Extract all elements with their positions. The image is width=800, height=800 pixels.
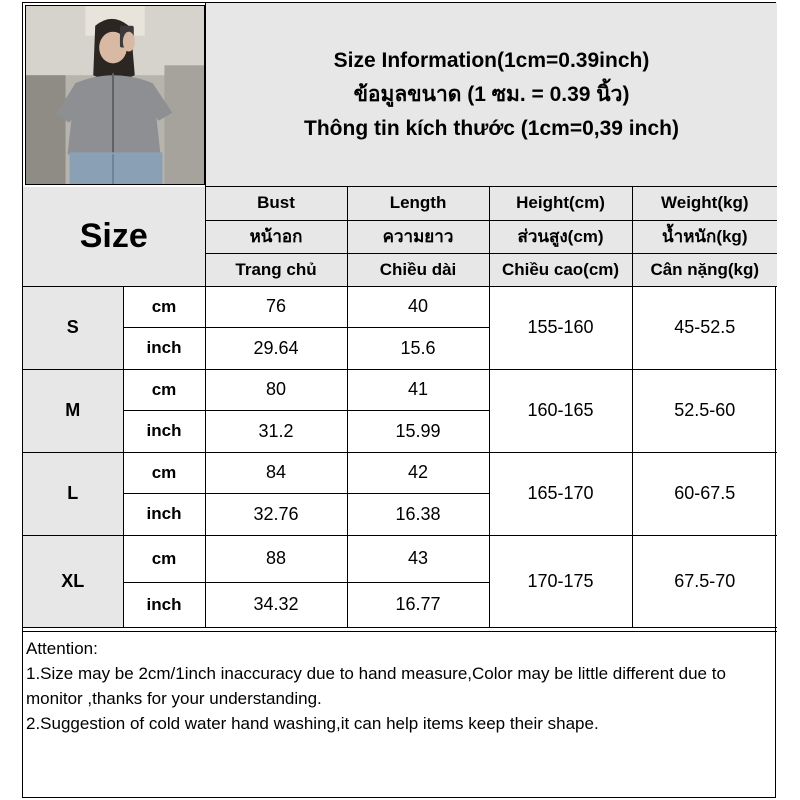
size-header: Size xyxy=(23,187,205,286)
table-row-s-cm xyxy=(23,286,777,327)
column-header-weight-vietnamese: Cân nặng(kg) xyxy=(632,253,777,286)
weight-range: 52.5-60 xyxy=(632,369,777,452)
column-header-bust-thai: หน้าอก xyxy=(205,220,347,253)
bust-cm-value: 84 xyxy=(205,452,347,493)
size-chart-sheet xyxy=(22,2,776,798)
height-range: 165-170 xyxy=(489,452,632,535)
product-photo xyxy=(25,5,205,185)
size-label-s: S xyxy=(23,286,123,369)
bust-cm-value: 88 xyxy=(205,535,347,582)
size-label-xl: XL xyxy=(23,535,123,627)
bust-inch-value: 29.64 xyxy=(205,327,347,369)
column-header-length-thai: ความยาว xyxy=(347,220,489,253)
length-cm-value: 42 xyxy=(347,452,489,493)
length-inch-value: 15.6 xyxy=(347,327,489,369)
column-header-weight: Weight(kg) xyxy=(632,187,777,220)
column-header-height-vietnamese: Chiều cao(cm) xyxy=(489,253,632,286)
column-header-length-vietnamese: Chiều dài xyxy=(347,253,489,286)
length-cm-value: 41 xyxy=(347,369,489,410)
attention-notes xyxy=(23,631,777,740)
attention-heading: Attention: xyxy=(26,639,98,658)
unit-inch: inch xyxy=(123,410,205,452)
length-inch-value: 16.38 xyxy=(347,493,489,535)
bust-cm-value: 76 xyxy=(205,286,347,327)
weight-range: 67.5-70 xyxy=(632,535,777,627)
table-row-l-cm xyxy=(23,452,777,493)
size-information-title xyxy=(205,3,777,187)
unit-inch: inch xyxy=(123,327,205,369)
attention-note-1: 1.Size may be 2cm/1inch inaccuracy due to hand measure,Color may be little different due to monitor ,thanks for your understanding. xyxy=(26,664,726,708)
weight-range: 60-67.5 xyxy=(632,452,777,535)
length-cm-value: 40 xyxy=(347,286,489,327)
table-row-m-cm xyxy=(23,369,777,410)
column-header-height: Height(cm) xyxy=(489,187,632,220)
weight-range: 45-52.5 xyxy=(632,286,777,369)
column-header-height-thai: ส่วนสูง(cm) xyxy=(489,220,632,253)
bust-inch-value: 31.2 xyxy=(205,410,347,452)
bust-inch-value: 34.32 xyxy=(205,582,347,627)
attention-note-2: 2.Suggestion of cold water hand washing,it can help items keep their shape. xyxy=(26,714,599,733)
header-row-english xyxy=(23,187,777,220)
unit-inch: inch xyxy=(123,582,205,627)
product-photo-image xyxy=(26,6,204,184)
unit-cm: cm xyxy=(123,452,205,493)
size-table xyxy=(23,187,777,628)
length-cm-value: 43 xyxy=(347,535,489,582)
title-english: Size Information(1cm=0.39inch) xyxy=(333,48,650,72)
column-header-bust-vietnamese: Trang chủ xyxy=(205,253,347,286)
column-header-length: Length xyxy=(347,187,489,220)
height-range: 170-175 xyxy=(489,535,632,627)
unit-cm: cm xyxy=(123,535,205,582)
column-header-weight-thai: น้ำหนัก(kg) xyxy=(632,220,777,253)
unit-cm: cm xyxy=(123,286,205,327)
bust-inch-value: 32.76 xyxy=(205,493,347,535)
unit-inch: inch xyxy=(123,493,205,535)
length-inch-value: 16.77 xyxy=(347,582,489,627)
unit-cm: cm xyxy=(123,369,205,410)
size-label-m: M xyxy=(23,369,123,452)
column-header-bust: Bust xyxy=(205,187,347,220)
height-range: 155-160 xyxy=(489,286,632,369)
bust-cm-value: 80 xyxy=(205,369,347,410)
title-thai: ข้อมูลขนาด (1 ซม. = 0.39 นิ้ว) xyxy=(353,82,630,106)
size-label-l: L xyxy=(23,452,123,535)
height-range: 160-165 xyxy=(489,369,632,452)
table-row-xl-cm xyxy=(23,535,777,582)
title-vietnamese: Thông tin kích thước (1cm=0,39 inch) xyxy=(304,116,679,140)
length-inch-value: 15.99 xyxy=(347,410,489,452)
